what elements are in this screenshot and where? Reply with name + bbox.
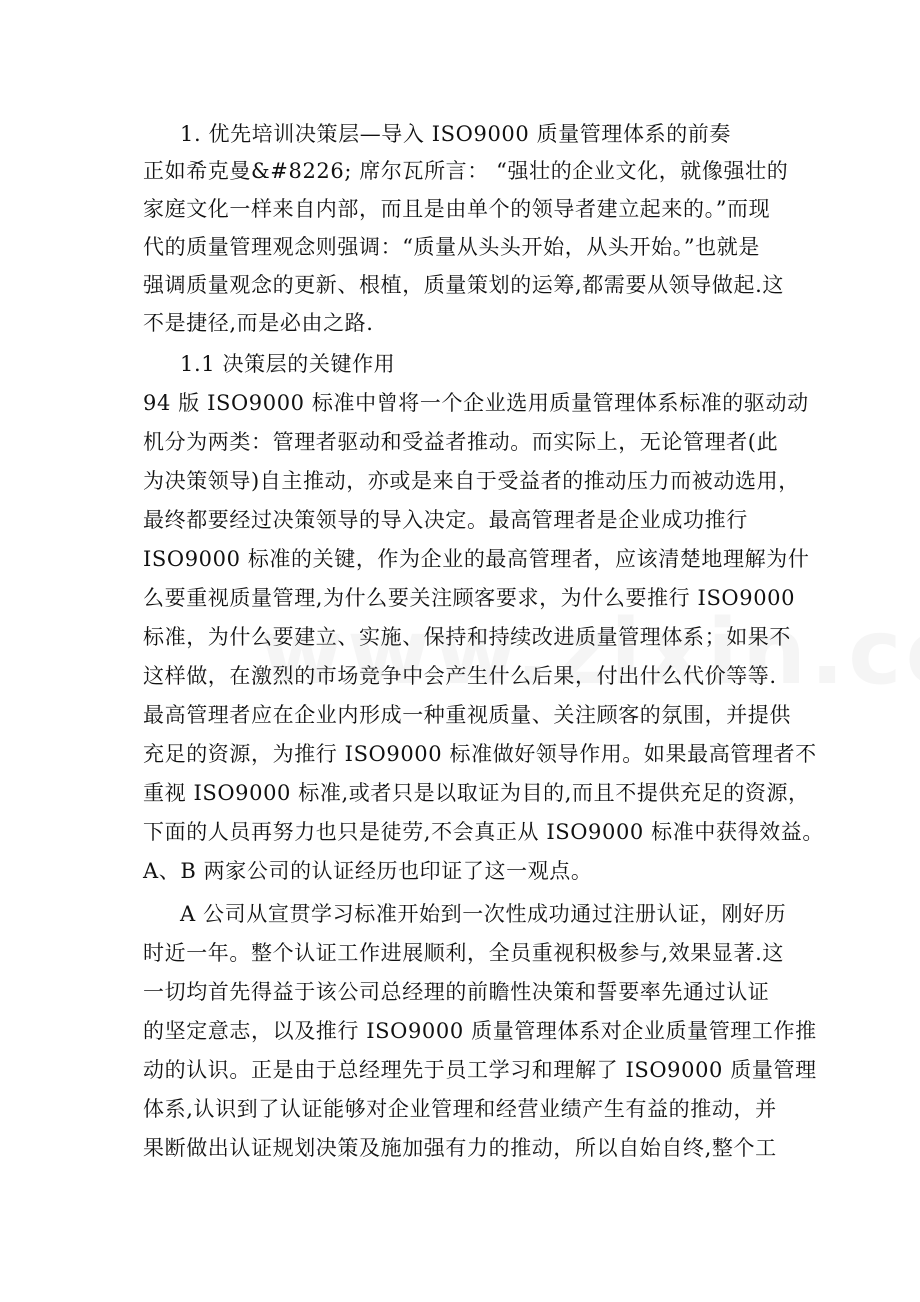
- text-line: 么要重视质量管理,为什么要关注顾客要求，为什么要推行 ISO9000: [143, 586, 796, 610]
- text-line: 94 版 ISO9000 标准中曾将一个企业选用质量管理体系标准的驱动动: [143, 391, 809, 415]
- text-line: 下面的人员再努力也只是徒劳,不会真正从 ISO9000 标准中获得效益。: [143, 820, 824, 844]
- heading-section-1-1: 1.1 决策层的关键作用: [180, 352, 396, 376]
- text-line: 这样做，在激烈的市场竞争中会产生什么后果，付出什么代价等等.: [143, 664, 777, 688]
- text-line: 正如希克曼&#8226; 席尔瓦所言： “强壮的企业文化，就像强壮的: [143, 159, 789, 183]
- heading-section-1: 1. 优先培训决策层—导入 ISO9000 质量管理体系的前奏: [180, 122, 732, 146]
- text-line: 代的质量管理观念则强调：“质量从头头开始，从头开始。”也就是: [143, 235, 760, 259]
- text-line: 最高管理者应在企业内形成一种重视质量、关注顾客的氛围，并提供: [143, 703, 791, 727]
- text-line: 时近一年。整个认证工作进展顺利，全员重视积极参与,效果显著.这: [143, 941, 784, 965]
- text-line: 强调质量观念的更新、根植，质量策划的运筹,都需要从领导做起.这: [143, 273, 784, 297]
- text-line: 充足的资源，为推行 ISO9000 标准做好领导作用。如果最高管理者不: [143, 742, 817, 766]
- text-line: 机分为两类：管理者驱动和受益者推动。而实际上，无论管理者(此: [143, 430, 779, 454]
- text-line: A 公司从宣贯学习标准开始到一次性成功通过注册认证，刚好历: [180, 902, 787, 926]
- text-line: ISO9000 标准的关键，作为企业的最高管理者，应该清楚地理解为什: [143, 547, 810, 571]
- watermark: [260, 600, 920, 705]
- text-line: 动的认识。正是由于总经理先于员工学习和理解了 ISO9000 质量管理: [143, 1058, 817, 1082]
- text-line: 标准，为什么要建立、实施、保持和持续改进质量管理体系；如果不: [143, 625, 791, 649]
- text-line: 不是捷径,而是必由之路.: [143, 311, 374, 335]
- text-line: 果断做出认证规划决策及施加强有力的推动，所以自始自终,整个工: [143, 1136, 777, 1160]
- text-line: 最终都要经过决策领导的导入决定。最高管理者是企业成功推行: [143, 508, 748, 532]
- text-line: 体系,认识到了认证能够对企业管理和经营业绩产生有益的推动，并: [143, 1097, 777, 1121]
- text-line: 的坚定意志，以及推行 ISO9000 质量管理体系对企业质量管理工作推: [143, 1019, 817, 1043]
- text-line: 重视 ISO9000 标准,或者只是以取证为目的,而且不提供充足的资源，: [143, 781, 810, 805]
- text-line: 为决策领导)自主推动，亦或是来自于受益者的推动压力而被动选用，: [143, 469, 800, 493]
- text-line: 一切均首先得益于该公司总经理的前瞻性决策和誓要率先通过认证: [143, 980, 770, 1004]
- text-line: A、B 两家公司的认证经历也印证了这一观点。: [143, 859, 593, 883]
- text-line: 家庭文化一样来自内部，而且是由单个的领导者建立起来的。”而现: [143, 197, 771, 221]
